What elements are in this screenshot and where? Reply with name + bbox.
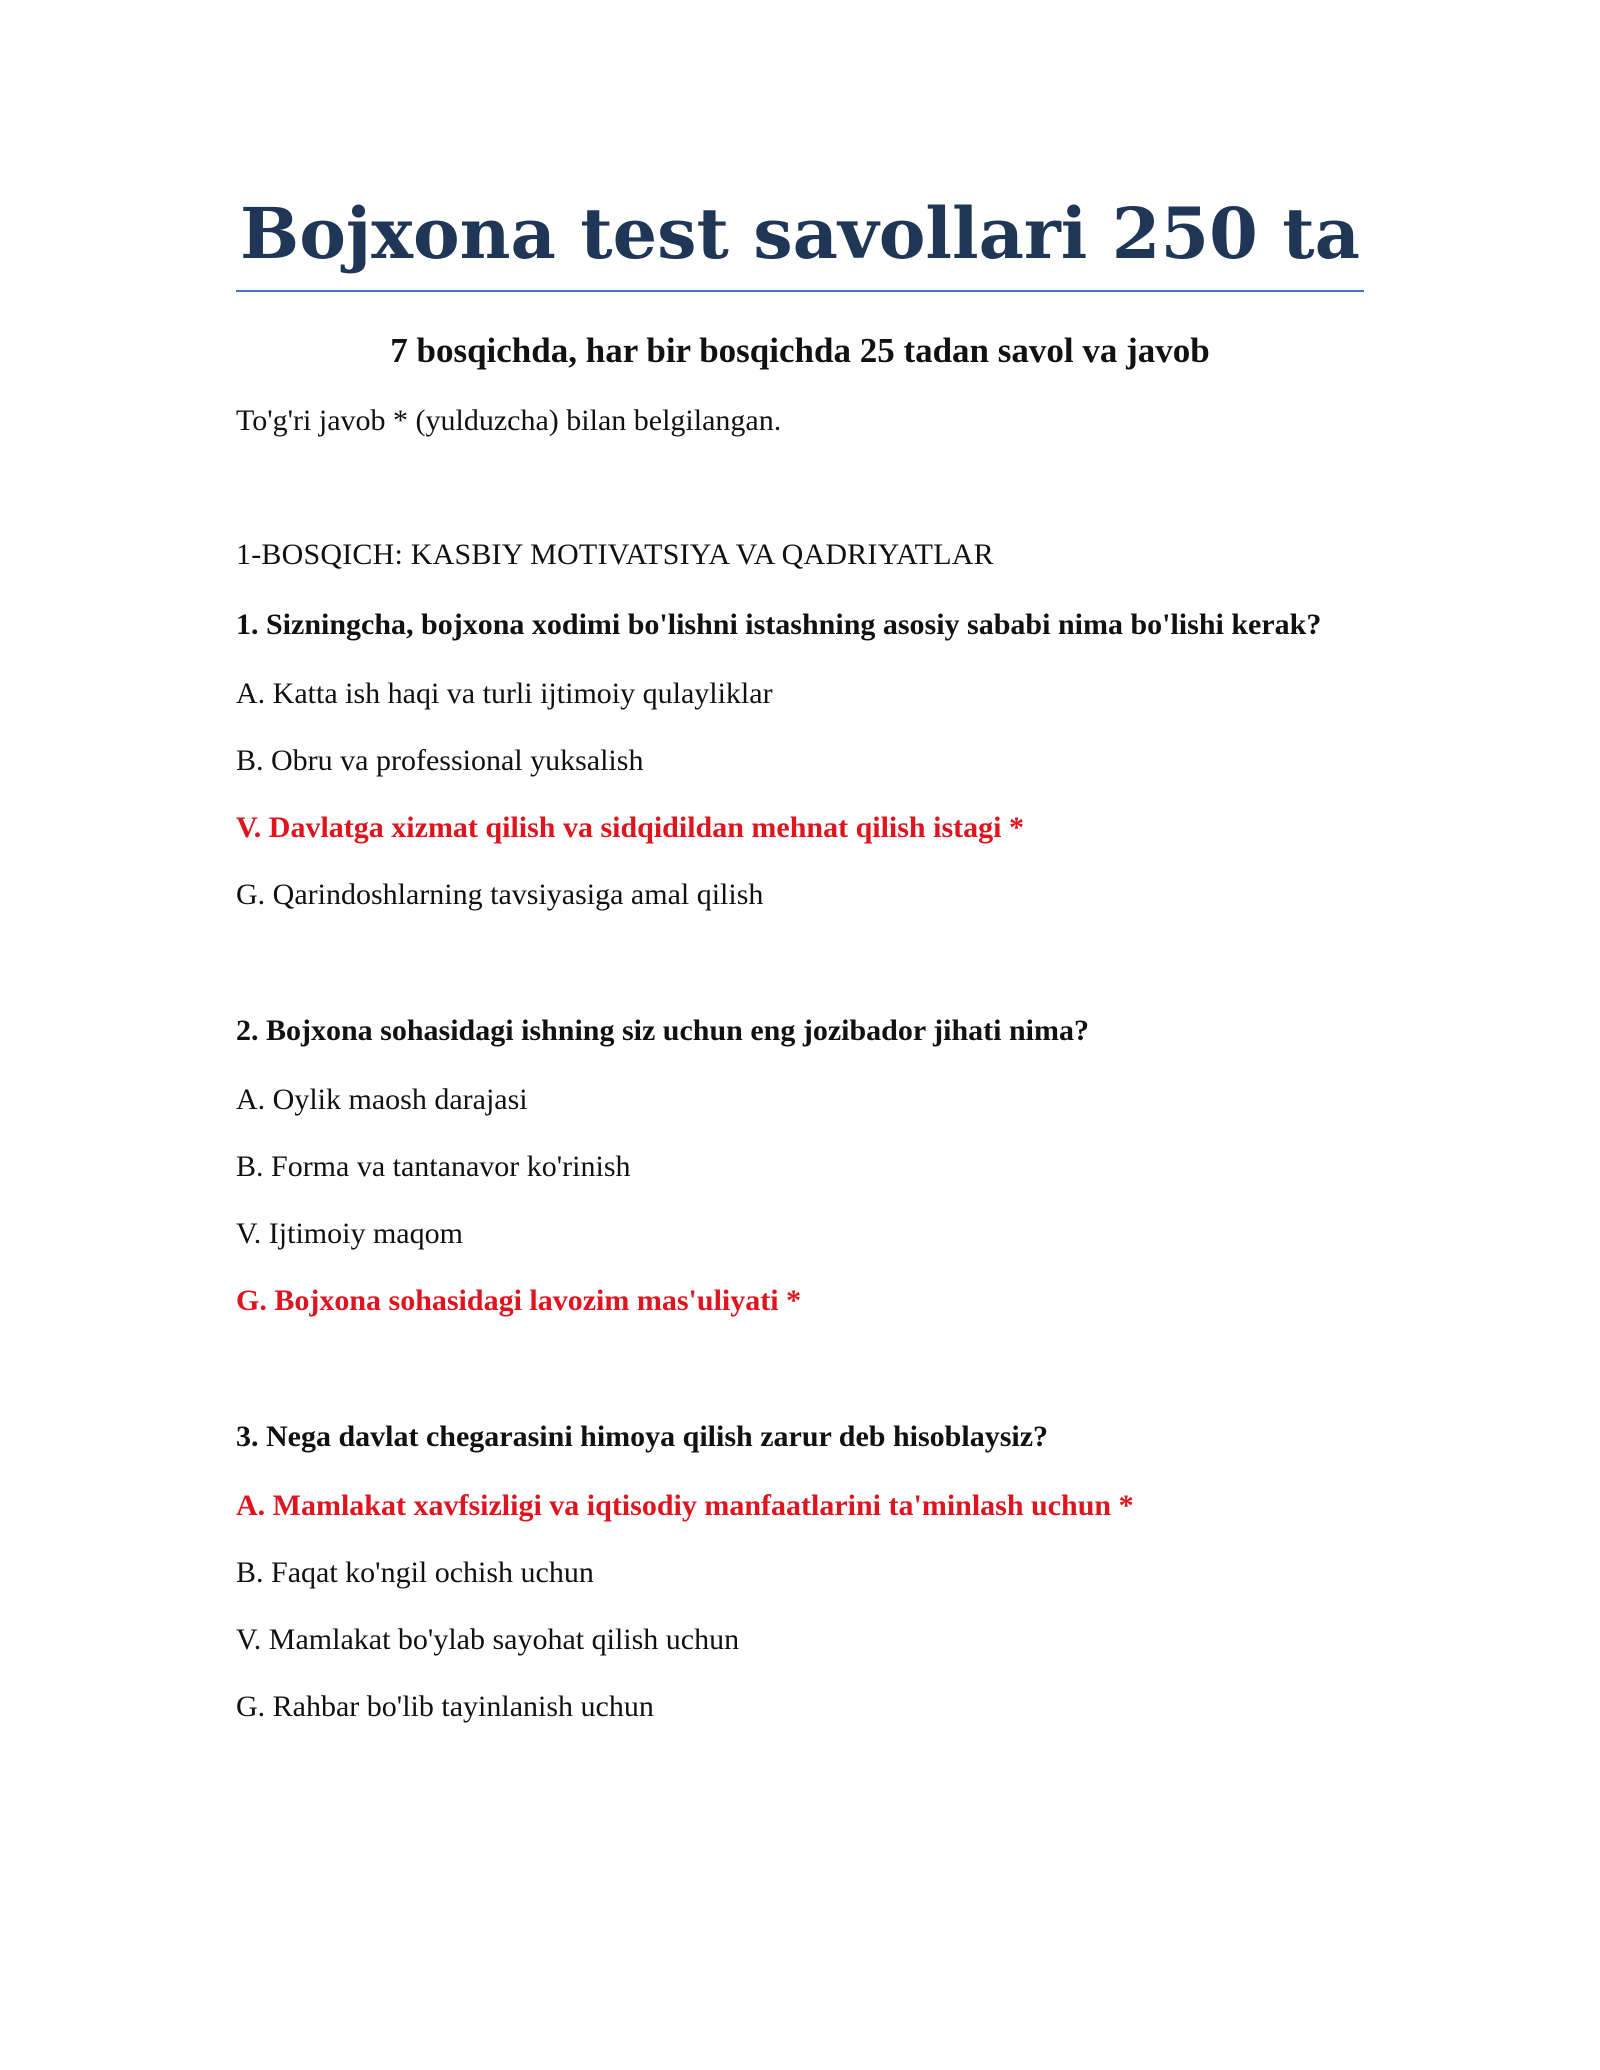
answer-option: B. Obru va professional yuksalish bbox=[236, 744, 644, 777]
answer-options bbox=[236, 675, 1364, 914]
document-subtitle: 7 bosqichda, har bir bosqichda 25 tadan savol va javob bbox=[390, 331, 1210, 370]
question-text: 3. Nega davlat chegarasini himoya qilish zarur deb hisoblaysiz? bbox=[236, 1420, 1049, 1453]
correct-answer-option: A. Mamlakat xavfsizligi va iqtisodiy manfaatlarini ta'minlash uchun * bbox=[236, 1489, 1134, 1522]
question-block bbox=[236, 1416, 1364, 1726]
answer-key-note: To'g'ri javob * (yulduzcha) bilan belgilangan. bbox=[236, 404, 782, 437]
title-divider bbox=[236, 290, 1364, 292]
answer-option: G. Qarindoshlarning tavsiyasiga amal qilish bbox=[236, 878, 764, 911]
question-block bbox=[236, 604, 1364, 914]
answer-option: G. Rahbar bo'lib tayinlanish uchun bbox=[236, 1690, 654, 1723]
document-page bbox=[236, 0, 1364, 1726]
question-block bbox=[236, 1010, 1364, 1320]
answer-option: V. Ijtimoiy maqom bbox=[236, 1217, 463, 1250]
section-title: 1-BOSQICH: KASBIY MOTIVATSIYA VA QADRIYATLAR bbox=[236, 538, 994, 571]
answer-options bbox=[236, 1081, 1364, 1320]
answer-option: A. Katta ish haqi va turli ijtimoiy qulayliklar bbox=[236, 677, 773, 710]
correct-answer-option: G. Bojxona sohasidagi lavozim mas'uliyati * bbox=[236, 1284, 802, 1317]
answer-options bbox=[236, 1487, 1364, 1726]
correct-answer-option: V. Davlatga xizmat qilish va sidqidildan mehnat qilish istagi * bbox=[236, 811, 1024, 844]
question-text: 2. Bojxona sohasidagi ishning siz uchun eng jozibador jihati nima? bbox=[236, 1014, 1089, 1047]
answer-option: B. Forma va tantanavor ko'rinish bbox=[236, 1150, 631, 1183]
answer-option: B. Faqat ko'ngil ochish uchun bbox=[236, 1556, 594, 1589]
document-title: Bojxona test savollari 250 ta bbox=[240, 192, 1360, 275]
answer-option: V. Mamlakat bo'ylab sayohat qilish uchun bbox=[236, 1623, 740, 1656]
answer-option: A. Oylik maosh darajasi bbox=[236, 1083, 528, 1116]
question-text: 1. Sizningcha, bojxona xodimi bo'lishni istashning asosiy sababi nima bo'lishi kerak? bbox=[236, 608, 1322, 641]
